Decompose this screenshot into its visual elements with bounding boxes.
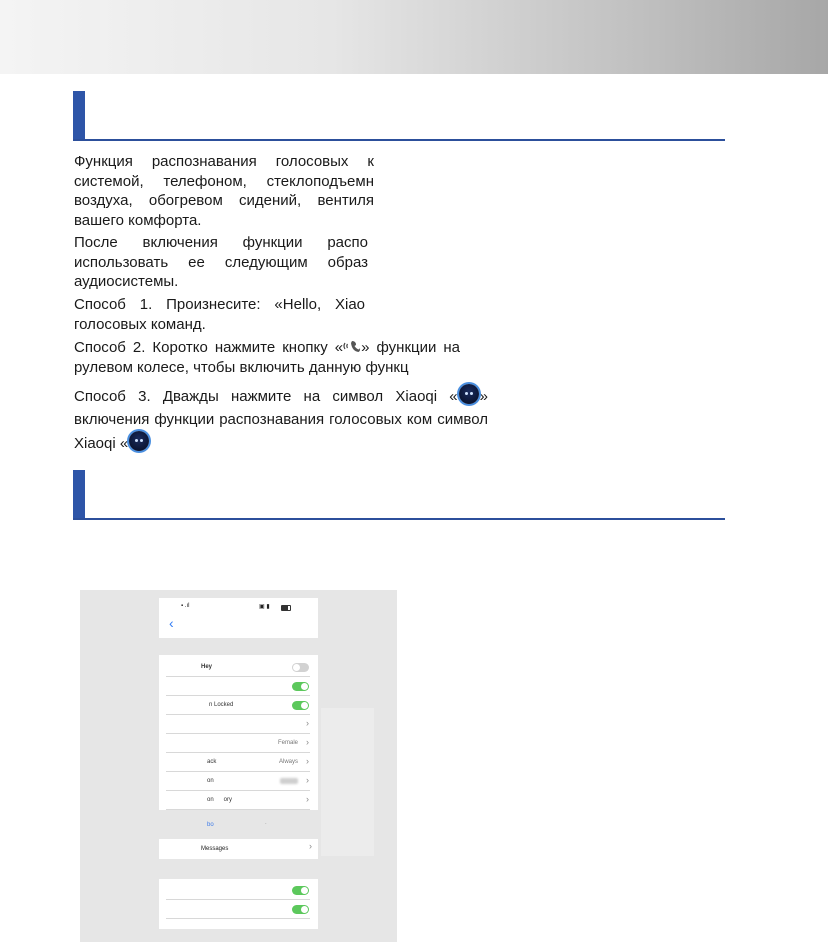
chevron-right-icon: › (306, 794, 309, 804)
section-link[interactable]: bo (207, 822, 214, 828)
chevron-right-icon: › (309, 841, 312, 851)
toggle-switch[interactable] (292, 663, 309, 672)
settings-row[interactable] (166, 772, 310, 791)
settings-row[interactable] (166, 881, 310, 900)
page-header-band (0, 0, 828, 74)
signal-icon: ▪︎ .ıl (181, 603, 190, 609)
settings-row[interactable] (166, 658, 310, 677)
toggle-switch[interactable] (292, 886, 309, 895)
paragraph-intro: Функция распознавания голосовых к системой, телефоном, стеклоподъемн воздуха, обогревом сидений, вентиля вашего комфорта. (74, 153, 374, 229)
toggle-switch[interactable] (292, 701, 309, 710)
section-marker (73, 91, 85, 139)
settings-row[interactable] (166, 715, 310, 734)
chevron-right-icon: › (306, 737, 309, 747)
row-label: Hey (201, 664, 213, 670)
row-label: on (207, 778, 214, 784)
method-2-text-start: Способ 2. Коротко нажмите кнопку « (74, 339, 344, 356)
settings-row[interactable] (166, 753, 310, 772)
xiaoqi-avatar-icon (129, 431, 149, 451)
settings-row[interactable] (166, 677, 310, 696)
row-label: n Locked (209, 702, 234, 708)
chevron-right-icon: › (306, 718, 309, 728)
settings-row[interactable] (166, 900, 310, 919)
section-heading-2 (73, 470, 725, 520)
method-2-text-end: » функции на рулевом колесе, чтобы включить данную функц (74, 339, 461, 376)
row-value: Always (278, 759, 298, 765)
settings-row[interactable] (166, 791, 310, 810)
messages-label: Messages (201, 846, 229, 852)
section-marker (73, 470, 85, 518)
method-3-text-start: Способ 3. Дважды нажмите на символ Xiaoqi « (74, 388, 458, 405)
voice-control-icon (343, 339, 361, 353)
xiaoqi-avatar-icon (459, 384, 479, 404)
row-value: Female (277, 740, 298, 746)
row-label: on ory (207, 797, 233, 803)
paragraph-method-1: Способ 1. Произнесите: «Hello, Xiao голосовых команд. (74, 296, 365, 333)
paragraph-method-2 (74, 338, 460, 377)
screenshot-shadow-panel (321, 708, 374, 856)
toggle-switch[interactable] (292, 905, 309, 914)
settings-row[interactable] (166, 696, 310, 715)
row-label: ack (207, 759, 217, 765)
method-3-text-end: » включения функции распознавания голосовых ком символ Xiaoqi « (74, 388, 488, 452)
section-heading-1 (73, 91, 725, 141)
battery-icon (281, 605, 291, 611)
paragraph-enable: После включения функции распо использовать ее следующим образ аудиосистемы. (74, 234, 368, 290)
back-chevron-icon[interactable]: ‹ (169, 615, 174, 631)
messages-row-card[interactable] (159, 839, 318, 859)
bottom-toggle-list (159, 879, 318, 929)
voice-settings-list (159, 655, 318, 810)
blurred-value (280, 778, 298, 784)
chevron-right-icon: › (306, 775, 309, 785)
paragraph-method-3 (74, 384, 488, 455)
status-icons: ▣ ▮ (259, 604, 270, 610)
toggle-switch[interactable] (292, 682, 309, 691)
chevron-right-icon: › (306, 756, 309, 766)
status-bar-card (159, 598, 318, 638)
section-dot: . (265, 820, 267, 826)
settings-row[interactable] (166, 734, 310, 753)
